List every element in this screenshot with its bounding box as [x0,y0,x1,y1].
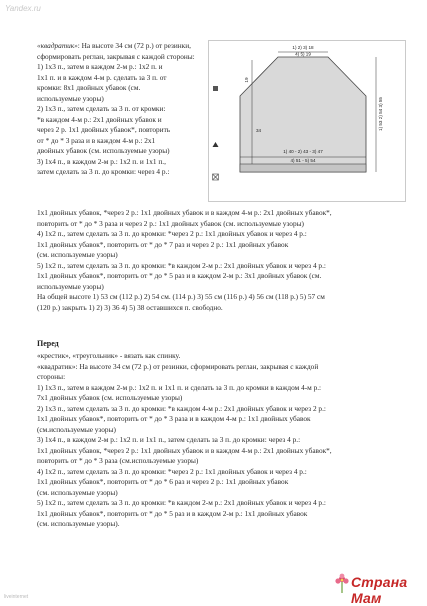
left-line: двойных убавок (см. используемые узоры) [37,146,170,155]
front-line: 1) 1x3 п., затем в каждом 2-м р.: 1x2 п. и 1x1 п. и сделать за 3 п. до кромки в каждом 4-м р.: [37,382,322,392]
front-line: 1x1 двойных убавок, *через 2 р.: 1x1 двойных убавок и в каждом 4-м р.: 2x1 двойных убавок*, [37,445,332,455]
flower-icon [333,572,351,594]
left-lines [37,62,205,178]
front-line: (см. используемые узоры) [37,487,118,497]
bottom-width-label-1: 1) 40 - 2) 43 - 3) 47 [283,149,323,154]
front-line: стороны: [37,372,66,381]
left-line: 1x1 п. и в каждом 4-м р. сделать за 3 п. от [37,72,167,82]
left-line: используемые узоры) [37,93,104,103]
total-height-label: 1) 53 2) 54 3) 55 [378,97,383,131]
pattern-schematic [208,40,406,202]
left-line: *в каждом 4-м р.: 2x1 двойных убавок и [37,114,162,124]
full-lines-1 [37,208,407,313]
front-line: 1x1 двойных убавок*, повторить от * до * 5 раз и в каждом 2-м р.: 1x1 двойных убавок [37,508,308,518]
back-line: 1x1 двойных убавок*, повторить от * до * 5 раз и в каждом 2-м р.: 3x1 двойных убавок (см. [37,271,322,280]
front-line: 1x1 двойных убавок*, повторить от * до * 3 раза и в каждом 4-м р.: 1x1 двойных убавок [37,414,311,423]
left-line: затем сделать за 3 п. до кромки: через 4 р.: [37,167,170,176]
left-line: через 2 р. 1x1 двойных убавок*, повторить [37,125,171,134]
front-line: 2) 1x3 п., затем сделать за 3 п. до кромки: *в каждом 4-м р.: 2x1 двойных убавок и через 2 р.: [37,403,326,413]
back-line: 1x1 двойных убавок*, повторить от * до * 7 раз и через 2 р.: 1x1 двойных убавок [37,239,289,249]
front-line: 5) 1x2 п., затем сделать за 3 п. до кромки: *в каждом 2-м р.: 2x1 двойных убавок и через 4 р.: [37,498,326,507]
logo-text: Страна Мам [351,574,408,606]
front-line: (см. используемые узоры). [37,519,120,528]
front-line: 4) 1x2 п., затем сделать за 3 п. до кромки: *через 2 р.: 1x1 двойных убавок и через 4 р.: [37,466,307,476]
front-line: 3) 1x4 п., в каждом 2-м р.: 1x2 п. и 1x1 п., затем сделать за 3 п. до кромки: через 4 р.: [37,435,301,444]
section-heading-front: Перед [37,339,59,348]
back-line: повторить от * до * 3 раза и через 2 р.: 1x1 двойных убавок (см. используемые узоры) [37,218,304,228]
front-line: (см.используемые узоры) [37,424,116,434]
top-width-label: 1) 2) 3) 18 [292,45,314,50]
back-line: (см. используемые узоры) [37,250,118,259]
left-line: 2) 1x3 п., затем сделать за 3 п. от кромки: [37,104,166,113]
front-line: повторить от * до * 3 раза (см.используемые узоры) [37,456,199,465]
bottom-watermark: liveinternet [4,594,29,600]
front-lines [37,351,407,530]
back-line: 5) 1x2 п., затем сделать за 3 п. до кромки: *в каждом 2-м р.: 2x1 двойных убавок и через 4 р.: [37,260,326,270]
front-line: 7x1 двойных убавок (см. используемые узоры) [37,393,183,402]
left-line: 3) 1x4 п., в каждом 2-м р.: 1x2 п. и 1x1 п., [37,156,166,166]
front-line: «крестик», «треугольник» - вязать как спинку. [37,351,181,360]
intro-line: «квадратик»: На высоте 34 см (72 р.) от резинки, сформировать реглан, закрывая с каждой стороны: [37,41,195,61]
site-logo[interactable] [333,566,425,606]
bottom-width-label-2: 4) 51 - 5) 54 [290,158,316,163]
back-line: На общей высоте 1) 53 см (112 р.) 2) 54 см. (114 р.) 3) 55 см (116 р.) 4) 56 см (118 р.) 5) 57 см [37,292,325,301]
legend-square-icon [213,86,218,91]
back-instructions-column [37,41,205,178]
left-line: 1) 1x3 п., затем в каждом 2-м р.: 1x2 п. и [37,62,163,71]
front-instructions [37,351,407,530]
ribbing-band [240,164,366,172]
body-height-label: 34 [256,128,262,133]
front-line: 1x1 двойных убавок*, повторить от * до * 6 раз и через 2 р.: 1x1 двойных убавок [37,477,289,486]
back-line: используемые узоры) [37,281,104,291]
back-line: 1x1 двойных убавок, *через 2 р.: 1x1 двойных убавок и в каждом 4-м р.: 2x1 двойных убавок*, [37,208,332,217]
back-continuation [37,208,407,313]
back-line: (120 р.) закрыть 1) 2) 3) 36 4) 5) 38 оставшихся п. свободно. [37,302,223,312]
top-width-label-2: 4) 5) 19 [295,51,311,57]
left-line: от * до * 3 раза и в каждом 4-м р.: 2x1 [37,135,156,145]
top-watermark: Yandex.ru [5,4,41,13]
back-line: 4) 1x2 п., затем сделать за 3 п. до кромки: *через 2 р.: 1x1 двойных убавок и через 4 р.: [37,229,307,238]
left-line: кромки: 8x1 двойных убавок (см. [37,83,141,92]
front-line: «квадратик»: На высоте 34 см (72 р.) от резинки, сформировать реглан, закрывая с каждой [37,361,319,371]
raglan-height-label: 19 [244,77,249,83]
